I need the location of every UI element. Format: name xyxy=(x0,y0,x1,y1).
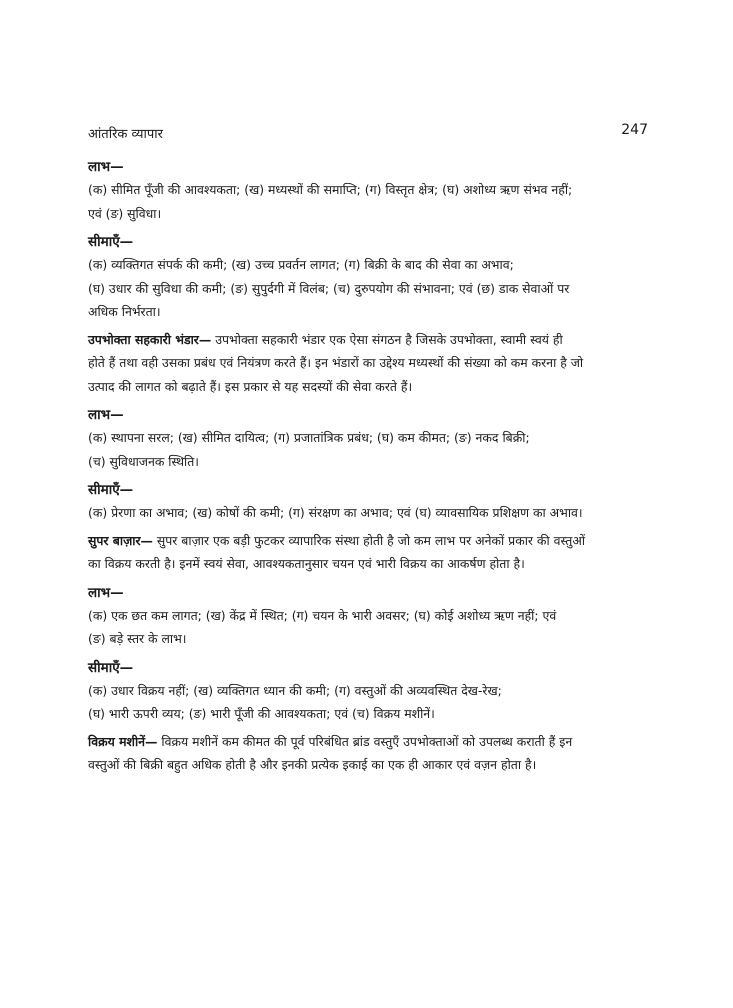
advantages-section xyxy=(88,156,648,225)
paragraph-text: सुपर बाज़ार एक बड़ी फुटकर व्यापारिक संस्था होती है जो कम लाभ पर अनेकों प्रकार की वस्तुओं xyxy=(152,532,586,548)
page-number: 247 xyxy=(621,122,648,138)
paragraph-line: (क) सीमित पूँजी की आवश्यकता; (ख) मध्यस्थों की समाप्ति; (ग) विस्तृत क्षेत्र; (घ) अशोध्य ऋण संभव नहीं; xyxy=(88,182,573,197)
paragraph-line: (च) सुविधाजनक स्थिति। xyxy=(88,453,199,469)
limitations-section xyxy=(88,657,648,726)
paragraph-line: का विक्रय करती है। इनमें स्वयं सेवा, आवश्यकतानुसार चयन एवं भारी विक्रय का आकर्षण होता है। xyxy=(88,556,525,571)
paragraph-line: (क) स्थापना सरल; (ख) सीमित दायित्व; (ग) प्रजातांत्रिक प्रबंध; (घ) कम कीमत; (ङ) नकद बिक्री; xyxy=(88,430,530,445)
running-title: आंतरिक व्यापार xyxy=(88,127,163,142)
term-heading: उपभोक्ता सहकारी भंडार— xyxy=(88,331,212,347)
paragraph-line xyxy=(88,328,648,352)
term-heading: सुपर बाज़ार— xyxy=(88,532,153,548)
advantages-section xyxy=(88,404,648,473)
section-heading: सीमाएँ— xyxy=(88,659,134,676)
limitations-section xyxy=(88,479,648,525)
paragraph-line xyxy=(88,529,648,553)
paragraph-line: होते हैं तथा वही उसका प्रबंध एवं नियंत्रण करते हैं। इन भंडारों का उद्देश्य मध्यस्थों की संख्या को कम करना है जो xyxy=(88,355,584,370)
page-content xyxy=(88,150,648,777)
paragraph-text: उपभोक्ता सहकारी भंडार एक ऐसा संगठन है जिसके उपभोक्ता, स्वामी स्वयं ही xyxy=(211,331,563,347)
paragraph-line: (घ) भारी ऊपरी व्यय; (ङ) भारी पूँजी की आवश्यकता; एवं (च) विक्रय मशीनें। xyxy=(88,706,435,721)
vending-machines-section xyxy=(88,730,648,777)
section-heading: सीमाएँ— xyxy=(88,482,134,498)
paragraph-line: (क) उधार विक्रय नहीं; (ख) व्यक्तिगत ध्यान की कमी; (ग) वस्तुओं की अव्यवस्थित देख-रेख; xyxy=(88,682,502,698)
page-header xyxy=(88,124,648,146)
paragraph-line: (क) व्यक्तिगत संपर्क की कमी; (ख) उच्च प्रवर्तन लागत; (ग) बिक्री के बाद की सेवा का अभाव; xyxy=(88,257,514,272)
paragraph-line: (ङ) बड़े स्तर के लाभ। xyxy=(88,631,187,646)
super-bazaar-section xyxy=(88,529,648,576)
paragraph-line: (क) प्रेरणा का अभाव; (ख) कोषों की कमी; (ग) संरक्षण का अभाव; एवं (घ) व्यावसायिक प्रशिक्षण का अभाव। xyxy=(88,505,583,520)
advantages-section xyxy=(88,582,648,651)
limitations-section xyxy=(88,231,648,324)
paragraph-line: एवं (ङ) सुविधा। xyxy=(88,205,162,221)
section-heading: लाभ— xyxy=(88,159,124,175)
paragraph-text: विक्रय मशीनें कम कीमत की पूर्व परिबंधित ब्रांड वस्तुएँ उपभोक्ताओं को उपलब्ध कराती हैं इन xyxy=(157,733,573,749)
paragraph-line xyxy=(88,730,648,754)
section-heading: लाभ— xyxy=(88,407,124,423)
paragraph-line: (क) एक छत कम लागत; (ख) केंद्र में स्थित; (ग) चयन के भारी अवसर; (घ) कोई अशोध्य ऋण नहीं; एवं xyxy=(88,607,557,623)
paragraph-line: (घ) उधार की सुविधा की कमी; (ङ) सुपुर्दगी में विलंब; (च) दुरुपयोग की संभावना; एवं (छ) डाक सेवाओं पर xyxy=(88,280,570,296)
consumer-cooperative-section xyxy=(88,328,648,399)
paragraph-line: उत्पाद की लागत को बढ़ाते हैं। इस प्रकार से यह सदस्यों की सेवा करते हैं। xyxy=(88,378,413,394)
term-heading: विक्रय मशीनें— xyxy=(88,733,158,749)
section-heading: सीमाएँ— xyxy=(88,234,134,250)
section-heading: लाभ— xyxy=(88,584,124,601)
paragraph-line: वस्तुओं की बिक्री बहुत अधिक होती है और इनकी प्रत्येक इकाई का एक ही आकार एवं वज़न होता है। xyxy=(88,757,537,772)
paragraph-line: अधिक निर्भरता। xyxy=(88,304,161,319)
